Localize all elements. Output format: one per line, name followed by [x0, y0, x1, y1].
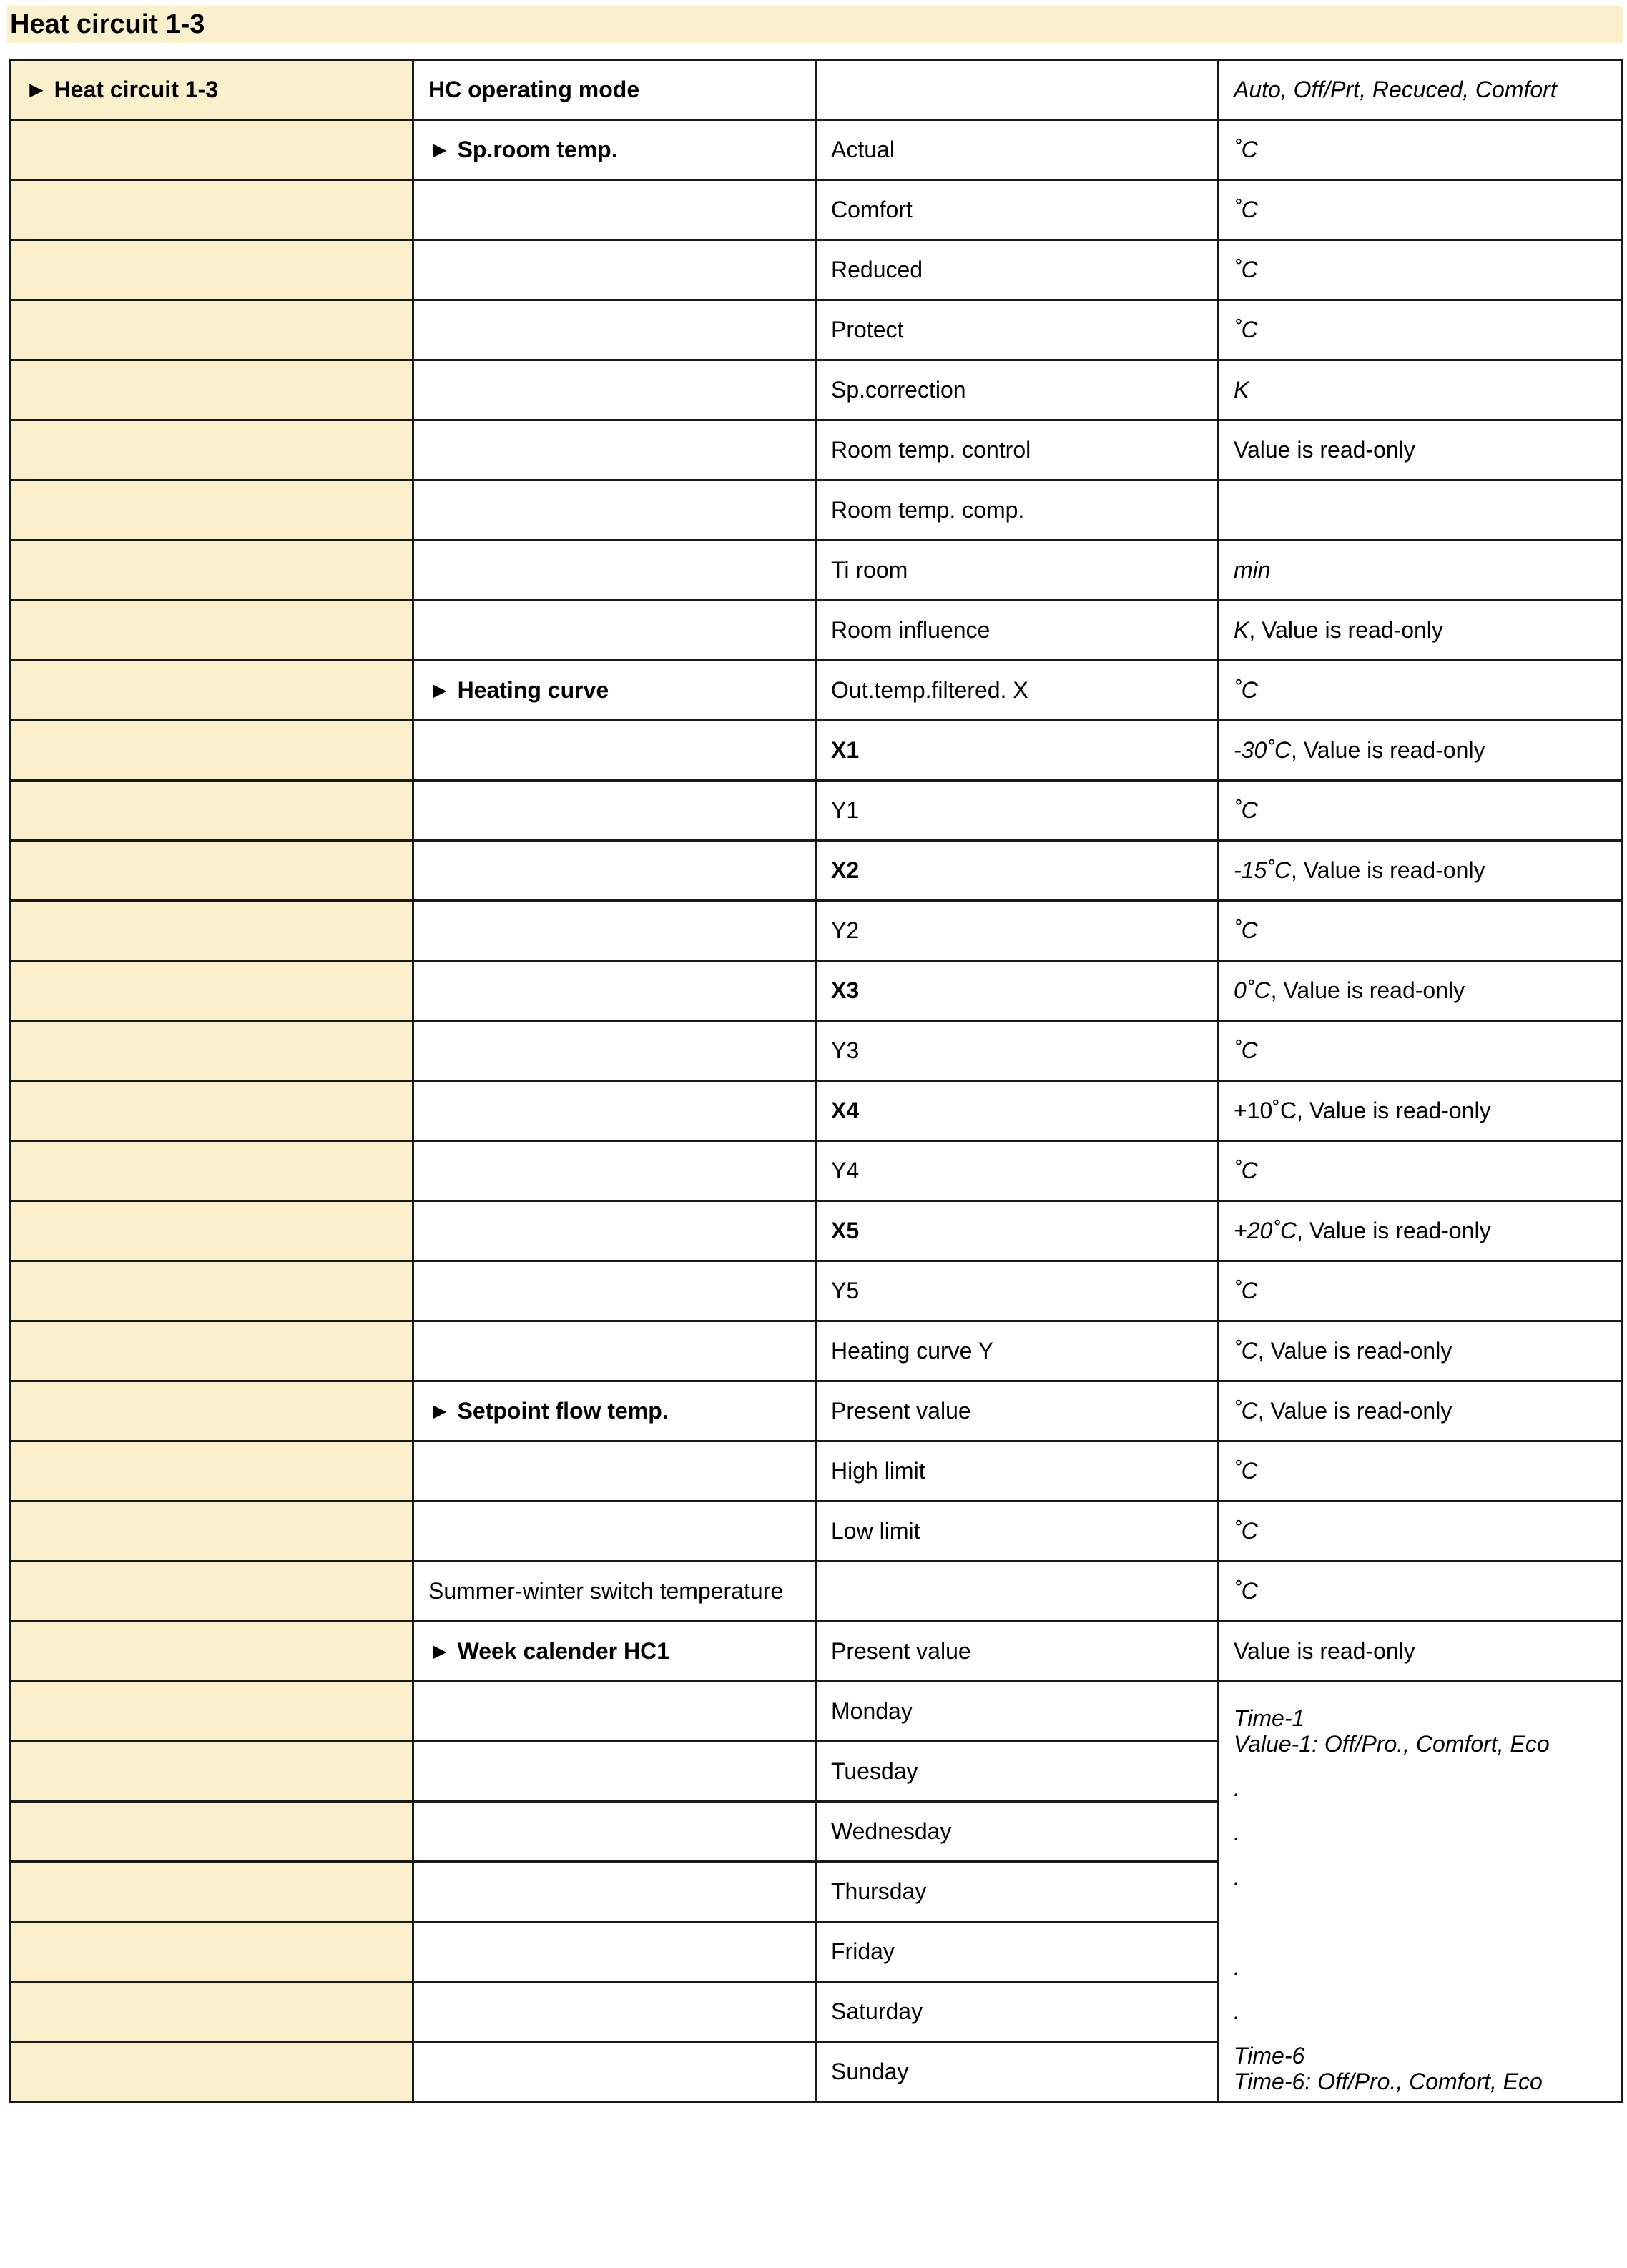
parameter-cell: Low limit	[816, 1502, 1219, 1562]
value-part: , Value is read-only	[1297, 1098, 1491, 1123]
value-cell	[1219, 420, 1622, 480]
table-row	[10, 420, 1622, 480]
value-cell	[1219, 601, 1622, 661]
group-cell: ► Setpoint flow temp.	[413, 1381, 816, 1441]
parameter-cell: X2	[816, 841, 1219, 901]
value-part: -15˚C	[1234, 857, 1292, 883]
group-cell: Summer-winter switch temperature	[413, 1562, 816, 1622]
group-cell: ► Week calender HC1	[413, 1622, 816, 1682]
menu-cell	[10, 1862, 413, 1922]
parameter-table	[9, 59, 1623, 2103]
parameter-cell: Out.temp.filtered. X	[816, 661, 1219, 721]
value-cell	[1219, 1261, 1622, 1321]
table-row	[10, 360, 1622, 420]
parameter-cell: High limit	[816, 1441, 1219, 1502]
value-part: Value is read-only	[1234, 437, 1415, 463]
table-row	[10, 180, 1622, 240]
group-cell	[413, 1922, 816, 1982]
menu-cell	[10, 901, 413, 961]
value-cell	[1219, 1381, 1622, 1441]
value-part: K	[1234, 617, 1249, 643]
table-row	[10, 1021, 1622, 1081]
value-part: ˚C	[1234, 1578, 1258, 1604]
group-cell: ► Heating curve	[413, 661, 816, 721]
ellipsis-dot: .	[1234, 1954, 1240, 1980]
menu-cell	[10, 1201, 413, 1261]
parameter-cell: Present value	[816, 1622, 1219, 1682]
table-row	[10, 120, 1622, 180]
table-row	[10, 961, 1622, 1021]
table-row	[10, 60, 1622, 120]
group-cell: ► Sp.room temp.	[413, 120, 816, 180]
menu-cell	[10, 1381, 413, 1441]
group-cell	[413, 1742, 816, 1802]
parameter-cell: Y1	[816, 781, 1219, 841]
value-part: +10˚C	[1234, 1098, 1297, 1123]
value-part: ˚C	[1234, 1458, 1258, 1484]
menu-cell	[10, 1682, 413, 1742]
calendar-day-cell: Tuesday	[816, 1742, 1219, 1802]
calendar-day-cell: Saturday	[816, 1982, 1219, 2042]
menu-cell	[10, 420, 413, 480]
menu-cell	[10, 1502, 413, 1562]
menu-cell	[10, 781, 413, 841]
value-cell	[1219, 1622, 1622, 1682]
group-cell	[413, 1802, 816, 1862]
value-part: , Value is read-only	[1291, 857, 1485, 883]
group-cell	[413, 841, 816, 901]
value-part: , Value is read-only	[1257, 1398, 1452, 1424]
group-cell: HC operating mode	[413, 60, 816, 120]
value-cell	[1219, 240, 1622, 300]
parameter-cell: Actual	[816, 120, 1219, 180]
parameter-cell: Room influence	[816, 601, 1219, 661]
ellipsis-dot: .	[1234, 1820, 1240, 1845]
table-row	[10, 1562, 1622, 1622]
parameter-cell: Present value	[816, 1381, 1219, 1441]
group-cell	[413, 480, 816, 541]
value-part: ˚C	[1234, 677, 1258, 703]
calendar-value-text: Time-6: Off/Pro., Comfort, Eco	[1234, 2069, 1543, 2094]
group-cell	[413, 1502, 816, 1562]
value-part: ˚C	[1234, 1518, 1258, 1544]
group-cell	[413, 541, 816, 601]
value-part: K	[1234, 377, 1249, 403]
menu-cell	[10, 721, 413, 781]
value-part: , Value is read-only	[1297, 1218, 1491, 1243]
group-cell	[413, 420, 816, 480]
value-cell	[1219, 1441, 1622, 1502]
menu-cell	[10, 541, 413, 601]
value-cell	[1219, 841, 1622, 901]
value-part: , Value is read-only	[1257, 1338, 1452, 1364]
menu-cell	[10, 1021, 413, 1081]
page-title: Heat circuit 1-3	[7, 6, 1623, 43]
parameter-cell: Y3	[816, 1021, 1219, 1081]
group-cell	[413, 180, 816, 240]
value-cell	[1219, 360, 1622, 420]
value-cell	[1219, 1321, 1622, 1381]
value-part: , Value is read-only	[1270, 977, 1465, 1003]
parameter-cell: Heating curve Y	[816, 1321, 1219, 1381]
value-part: Auto, Off/Prt, Recuced, Comfort	[1234, 77, 1557, 102]
value-part: ˚C	[1234, 917, 1258, 943]
value-cell	[1219, 1081, 1622, 1141]
group-cell	[413, 300, 816, 360]
ellipsis-dot: .	[1234, 1775, 1240, 1801]
table-row	[10, 1622, 1622, 1682]
value-cell	[1219, 1562, 1622, 1622]
value-part: ˚C	[1234, 1278, 1258, 1303]
value-part: ˚C	[1234, 257, 1258, 282]
value-cell	[1219, 60, 1622, 120]
menu-cell	[10, 360, 413, 420]
value-cell	[1219, 300, 1622, 360]
parameter-cell	[816, 1562, 1219, 1622]
menu-cell	[10, 1622, 413, 1682]
value-cell	[1219, 1141, 1622, 1201]
menu-cell	[10, 1742, 413, 1802]
value-cell	[1219, 721, 1622, 781]
value-cell	[1219, 1021, 1622, 1081]
parameter-cell: Room temp. control	[816, 420, 1219, 480]
group-cell	[413, 601, 816, 661]
value-cell	[1219, 541, 1622, 601]
value-part: ˚C	[1234, 317, 1258, 342]
menu-cell	[10, 480, 413, 541]
value-part: ˚C	[1234, 1037, 1258, 1063]
value-part: Value is read-only	[1234, 1638, 1415, 1664]
menu-cell	[10, 300, 413, 360]
table-row	[10, 1441, 1622, 1502]
table-row	[10, 1201, 1622, 1261]
value-cell	[1219, 480, 1622, 541]
group-cell	[413, 961, 816, 1021]
menu-cell	[10, 1922, 413, 1982]
calendar-value-cell	[1219, 1682, 1622, 2102]
table-row	[10, 1502, 1622, 1562]
group-cell	[413, 1321, 816, 1381]
value-part: ˚C	[1234, 1398, 1258, 1424]
table-row	[10, 300, 1622, 360]
value-part: min	[1234, 557, 1271, 583]
value-part: ˚C	[1234, 1158, 1258, 1183]
value-part: +20˚C	[1234, 1218, 1297, 1243]
menu-cell: ► Heat circuit 1-3	[10, 60, 413, 120]
value-cell	[1219, 781, 1622, 841]
menu-cell	[10, 1982, 413, 2042]
value-part: -30˚C	[1234, 737, 1292, 763]
menu-cell	[10, 1321, 413, 1381]
value-cell	[1219, 180, 1622, 240]
group-cell	[413, 1862, 816, 1922]
menu-cell	[10, 120, 413, 180]
parameter-cell: Y5	[816, 1261, 1219, 1321]
table-row	[10, 1081, 1622, 1141]
value-cell	[1219, 1502, 1622, 1562]
ellipsis-dot: .	[1234, 1998, 1240, 2024]
calendar-day-cell: Thursday	[816, 1862, 1219, 1922]
group-cell	[413, 1261, 816, 1321]
group-cell	[413, 240, 816, 300]
calendar-day-cell: Friday	[816, 1922, 1219, 1982]
ellipsis-dot: .	[1234, 1864, 1240, 1890]
menu-cell	[10, 601, 413, 661]
table-row	[10, 1141, 1622, 1201]
parameter-cell: Room temp. comp.	[816, 480, 1219, 541]
calendar-day-cell: Wednesday	[816, 1802, 1219, 1862]
table-row	[10, 841, 1622, 901]
parameter-cell: Ti room	[816, 541, 1219, 601]
value-cell	[1219, 961, 1622, 1021]
table-row	[10, 541, 1622, 601]
menu-cell	[10, 180, 413, 240]
calendar-value-text: Time-6	[1234, 2043, 1305, 2069]
group-cell	[413, 360, 816, 420]
group-cell	[413, 1682, 816, 1742]
value-part: ˚C	[1234, 797, 1258, 823]
parameter-cell: Y4	[816, 1141, 1219, 1201]
parameter-table-body	[10, 60, 1622, 2102]
group-cell	[413, 901, 816, 961]
group-cell	[413, 1081, 816, 1141]
parameter-cell: X4	[816, 1081, 1219, 1141]
parameter-cell: X3	[816, 961, 1219, 1021]
value-cell	[1219, 901, 1622, 961]
value-cell	[1219, 661, 1622, 721]
menu-cell	[10, 1141, 413, 1201]
menu-cell	[10, 661, 413, 721]
parameter-cell: X1	[816, 721, 1219, 781]
menu-cell	[10, 841, 413, 901]
group-cell	[413, 1441, 816, 1502]
table-row	[10, 240, 1622, 300]
value-part: , Value is read-only	[1291, 737, 1485, 763]
table-row	[10, 480, 1622, 541]
calendar-value-text: Time-1	[1234, 1705, 1305, 1731]
calendar-day-cell: Monday	[816, 1682, 1219, 1742]
table-row	[10, 1682, 1622, 1742]
value-part: ˚C	[1234, 197, 1258, 222]
calendar-day-cell: Sunday	[816, 2042, 1219, 2102]
group-cell	[413, 2042, 816, 2102]
table-row	[10, 1381, 1622, 1441]
table-row	[10, 901, 1622, 961]
value-cell	[1219, 1201, 1622, 1261]
menu-cell	[10, 1802, 413, 1862]
table-row	[10, 1261, 1622, 1321]
value-part: ˚C	[1234, 137, 1258, 162]
table-row	[10, 661, 1622, 721]
value-cell	[1219, 120, 1622, 180]
table-row	[10, 601, 1622, 661]
menu-cell	[10, 2042, 413, 2102]
group-cell	[413, 1201, 816, 1261]
parameter-cell: Sp.correction	[816, 360, 1219, 420]
value-part: , Value is read-only	[1249, 617, 1443, 643]
table-row	[10, 721, 1622, 781]
group-cell	[413, 1982, 816, 2042]
parameter-cell: Comfort	[816, 180, 1219, 240]
parameter-cell	[816, 60, 1219, 120]
parameter-cell: Y2	[816, 901, 1219, 961]
calendar-value-text: Value-1: Off/Pro., Comfort, Eco	[1234, 1731, 1550, 1757]
table-row	[10, 781, 1622, 841]
value-part: ˚C	[1234, 1338, 1258, 1364]
parameter-cell: Reduced	[816, 240, 1219, 300]
parameter-cell: Protect	[816, 300, 1219, 360]
menu-cell	[10, 1261, 413, 1321]
menu-cell	[10, 1562, 413, 1622]
value-part: 0˚C	[1234, 977, 1271, 1003]
menu-cell	[10, 1441, 413, 1502]
group-cell	[413, 1141, 816, 1201]
group-cell	[413, 1021, 816, 1081]
parameter-cell: X5	[816, 1201, 1219, 1261]
group-cell	[413, 781, 816, 841]
table-row	[10, 1321, 1622, 1381]
group-cell	[413, 721, 816, 781]
menu-cell	[10, 961, 413, 1021]
menu-cell	[10, 1081, 413, 1141]
menu-cell	[10, 240, 413, 300]
